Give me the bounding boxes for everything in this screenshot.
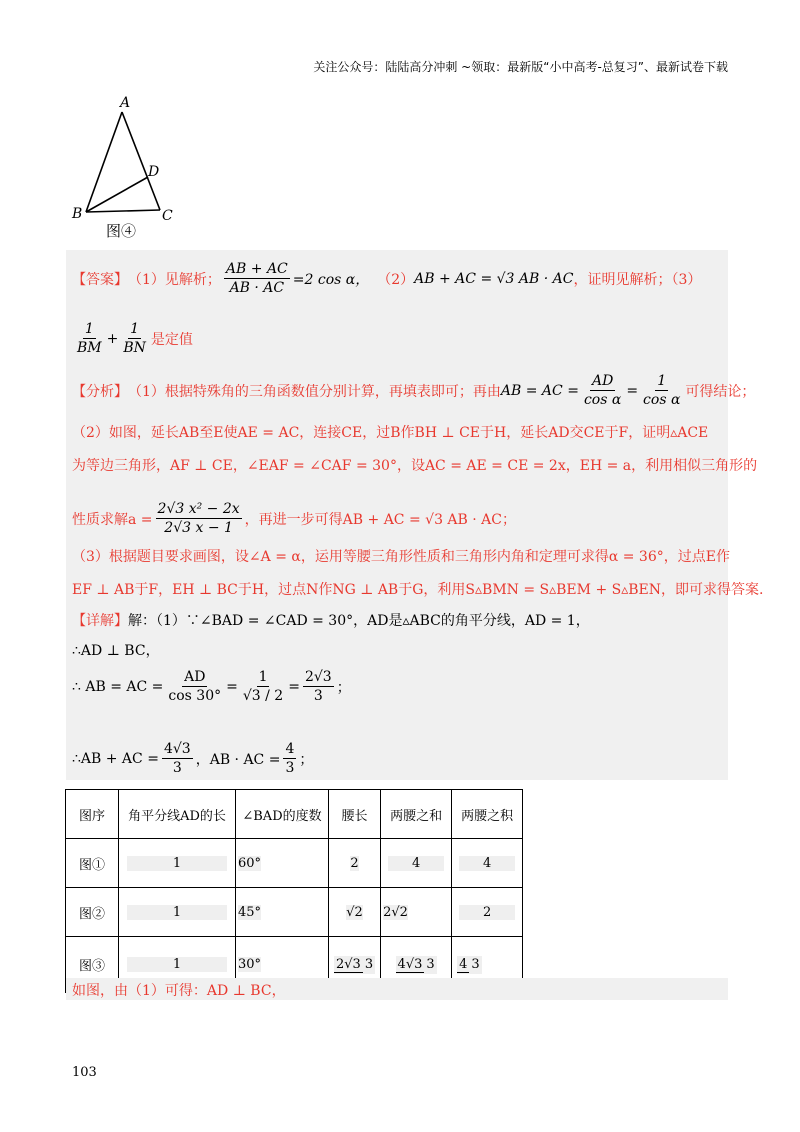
answer-line-2: $\frac{1}{BM}$ + $\frac{1}{BN}$ 是定值	[77, 321, 193, 356]
label-a: A	[120, 95, 131, 111]
figure-caption: 图④	[106, 222, 137, 240]
detail-line-1: 【详解】 解：（1）∵∠BAD = ∠CAD = 30°，AD是▵ABC的角平分线，AD = 1，	[72, 610, 590, 630]
after-table-line: 如图，由（1）可得：AD ⊥ BC，	[72, 983, 286, 999]
detail-line-2: ∴AD ⊥ BC，	[72, 643, 160, 659]
detail-line-4: ∴AB + AC = $\frac{4√3}{3}$ ，AB · AC = $\frac{4}{3}$ ；	[72, 741, 314, 776]
label-c: C	[162, 208, 173, 224]
detail-line-3: ∴ AB = AC = $\frac{AD}{\cos 30^\circ}$ = $\frac{1}{√3 / 2}$ = $\frac{2√3}{3}$ ；	[72, 669, 351, 704]
analysis-line-3: 为等边三角形，AF ⊥ CE，∠EAF = ∠CAF = 30°，设AC = AE = CE = 2x，EH = a，利用相似三角形的	[72, 458, 758, 474]
analysis-line-2: （2）如图，延长AB至E使AE = AC，连接CE，过B作BH ⊥ CE于H，延长AD交CE于F，证明▵ACE	[72, 425, 709, 441]
page-number: 103	[72, 1065, 97, 1080]
answer-line-1: 【答案】 （1）见解析； $\frac{AB + AC}{AB \cdot AC}$ =2 cos α， （2） AB + AC = √3 AB · AC ，证明见解析；（3）	[72, 261, 702, 296]
detail-tag: 【详解】	[72, 613, 128, 629]
answer-tag: 【答案】	[72, 271, 128, 288]
analysis-line-6: EF ⊥ AB于F，EH ⊥ BC于H，过点N作NG ⊥ AB于G，利用S▵BMN = S▵BEM + S▵BEN，即可求得答案.	[72, 582, 764, 598]
label-b: B	[72, 206, 83, 222]
analysis-line-1: 【分析】 （1）根据特殊角的三角函数值分别计算，再填表即可；再由 AB = AC = $\frac{AD}{\text{cos α}}$ = $\frac{1}{\text{cos α}}$ 可得结论；	[72, 373, 756, 408]
table-header-row: 图序 角平分线AD的长 ∠BAD的度数 腰长 两腰之和 两腰之积	[66, 790, 523, 839]
table-row: 图② 1 45° √2 2√2 2	[66, 888, 523, 937]
table-row: 图③ 1 30° 2√3 3 4√3 3 4 3	[66, 937, 523, 993]
analysis-line-5: （3）根据题目要求画图，设∠A = α，运用等腰三角形性质和三角形内角和定理可求得α = 36°，过点E作	[72, 549, 730, 565]
page-header: 关注公众号：陆陆高分冲刺 ~领取：最新版“小中高考-总复习”、最新试卷下载	[313, 60, 728, 74]
analysis-line-4: 性质求解a = $\frac{\text{2√3 x² − 2x}}{2√3 x - 1}$ ，再进一步可得AB + AC = √3 AB · AC；	[72, 501, 517, 536]
table-row: 图① 1 60° 2 4 4	[66, 839, 523, 888]
answer-fraction: $\frac{AB + AC}{AB \cdot AC}$	[225, 261, 288, 296]
angle-bisector-table	[65, 789, 523, 993]
label-d: D	[148, 164, 160, 180]
triangle-figure	[70, 92, 200, 242]
analysis-tag: 【分析】	[72, 383, 128, 400]
